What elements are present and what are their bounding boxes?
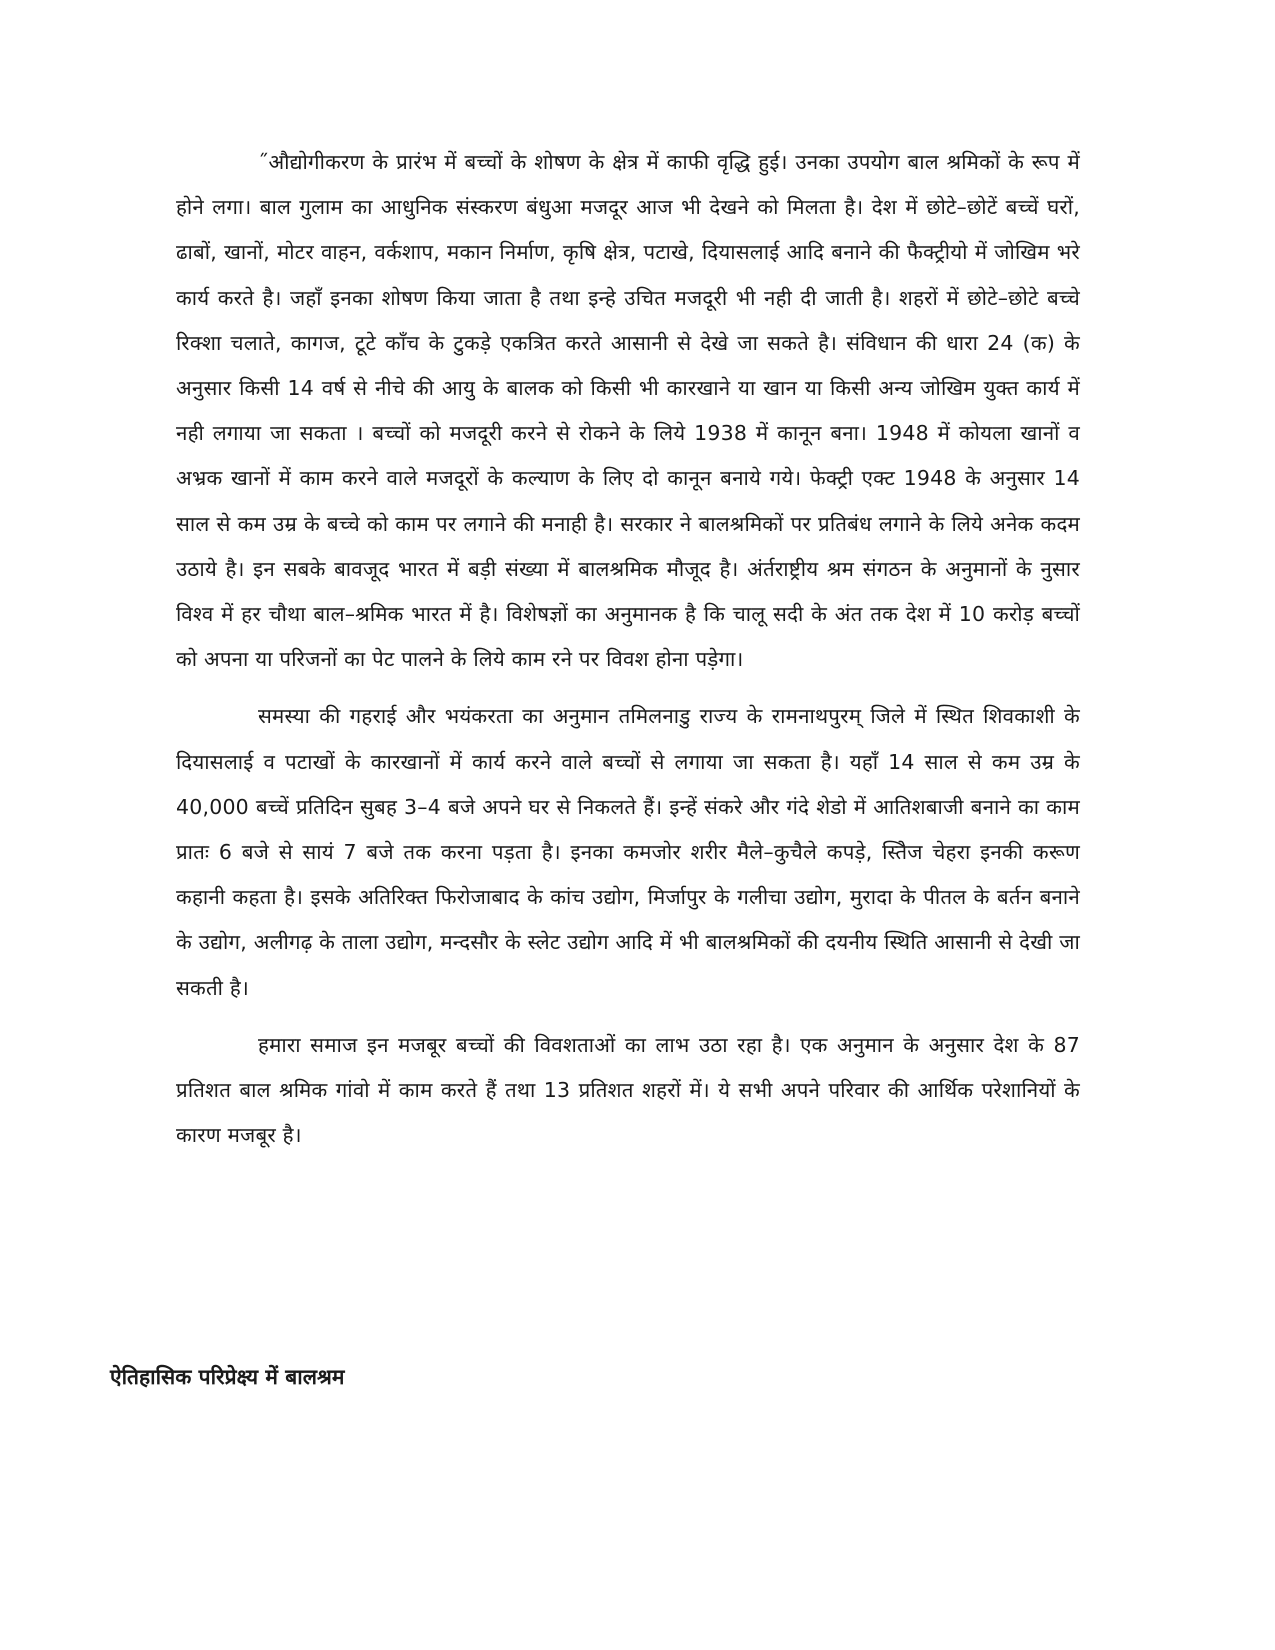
section-heading: ऐतिहासिक परिप्रेक्ष्य में बालश्रम [110,1365,345,1389]
paragraph-sivakasi: समस्या की गहराई और भयंकरता का अनुमान तमिलनाडु राज्य के रामनाथपुरम् जिले में स्थित शिवकाशी के दियासलाई व पटाखों के कारखानों में कार्य करने वाले बच्चों से लगाया जा सकता है। यहाँ 14 साल से कम उम्र के 40,000 बच्चें प्रतिदिन सुबह 3–4 बजे अपने घर से निकलते हैं। इन्हें संकरे और गंदे शेडो में आतिशबाजी बनाने का काम प्रातः 6 बजे से सायं 7 बजे तक करना पड़ता है। इनका कमजोर शरीर मैले–कुचैले कपड़े, स्तिेज चेहरा इनकी करूण कहानी कहता है। इसके अतिरिक्त फिरोजाबाद के कांच उद्योग, मिर्जापुर के गलीचा उद्योग, मुरादा के पीतल के बर्तन बनाने के उद्योग, अलीगढ़ के ताला उद्योग, मन्दसौर के स्लेट उद्योग आदि में भी बालश्रमिकों की दयनीय स्थिति आसानी से देखी जा सकती है। [176,704,1080,1000]
paragraph-society: हमारा समाज इन मजबूर बच्चों की विवशताओं का लाभ उठा रहा है। एक अनुमान के अनुसार देश के 87 प्रतिशत बाल श्रमिक गांवो में काम करते हैं तथा 13 प्रतिशत शहरों में। ये सभी अपने परिवार की आर्थिक परेशानियों के कारण मजबूर है। [176,1032,1080,1148]
body-text [176,140,1080,1158]
paragraph-industrialization: ˝औद्योगीकरण के प्रारंभ में बच्चों के शोषण के क्षेत्र में काफी वृद्धि हुई। उनका उपयोग बाल श्रमिकों के रूप में होने लगा। बाल गुलाम का आधुनिक संस्करण बंधुआ मजदूर आज भी देखने को मिलता है। देश में छोटे–छोटें बच्चें घरों, ढाबों, खानों, मोटर वाहन, वर्कशाप, मकान निर्माण, कृषि क्षेत्र, पटाखे, दियासलाई आदि बनाने की फैक्ट्रीयो में जोखिम भरे कार्य करते है। जहाँ इनका शोषण किया जाता है तथा इन्हे उचित मजदूरी भी नही दी जाती है। शहरों में छोटे–छोटे बच्चे रिक्शा चलाते, कागज, टूटे कॉंच के टुकड़े एकत्रित करते आसानी से देखे जा सकते है। संविधान की धारा 24 (क) के अनुसार किसी 14 वर्ष से नीचे की आयु के बालक को किसी भी कारखाने या खान या किसी अन्य जोखिम युक्त कार्य में नही लगाया जा सकता । बच्चों को मजदूरी करने से रोकने के लिये 1938 में कानून बना। 1948 में कोयला खानों व अभ्रक खानों में काम करने वाले मजदूरों के कल्याण के लिए दो कानून बनाये गये। फेक्ट्री एक्ट 1948 के अनुसार 14 साल से कम उम्र के बच्चे को काम पर लगाने की मनाही है। सरकार ने बालश्रमिकों पर प्रतिबंध लगाने के लिये अनेक कदम उठाये है। इन सबके बावजूद भारत में बड़ी संख्या में बालश्रमिक मौजूद है। अंर्तराष्ट्रीय श्रम संगठन के अनुमानों के नुसार विश्व में हर चौथा बाल–श्रमिक भारत में है। विशेषज्ञों का अनुमानक है कि चालू सदी के अंत तक देश में 10 करोड़ बच्चों को अपना या परिजनों का पेट पालने के लिये काम रने पर विवश होना पड़ेगा। [176,150,1080,672]
